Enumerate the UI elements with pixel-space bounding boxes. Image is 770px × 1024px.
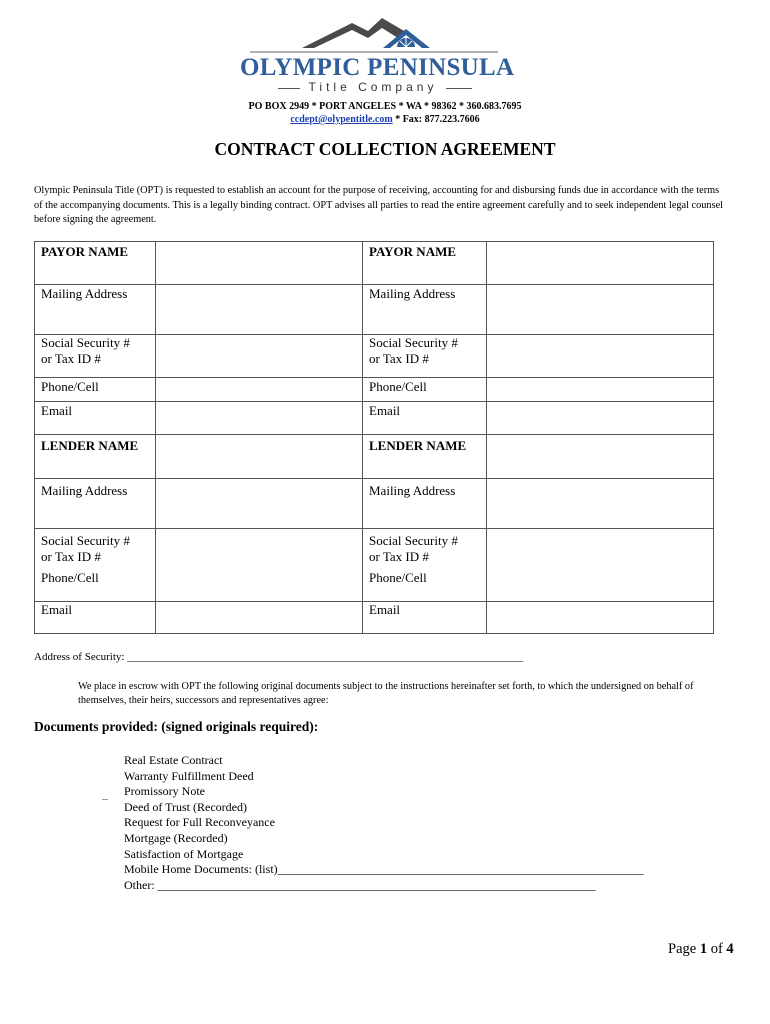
- company-address: PO BOX 2949 * PORT ANGELES * WA * 98362 * 360.683.7695: [248, 101, 522, 112]
- payor1-ssn-label: Social Security # or Tax ID #: [41, 335, 130, 366]
- document-item: Real Estate Contract: [124, 753, 223, 767]
- documents-heading: Documents provided: (signed originals required):: [34, 719, 319, 734]
- payor1-mailing-input[interactable]: [155, 284, 363, 335]
- document-item-other[interactable]: Other: _________________________________________________________________________: [124, 877, 596, 892]
- payor2-email-label-cell: [362, 401, 487, 435]
- company-logo: [240, 16, 515, 96]
- payor2-email-label: Email: [369, 403, 401, 418]
- lender1-name-label: LENDER NAME: [41, 438, 139, 453]
- payor2-name-input[interactable]: [486, 241, 714, 285]
- payor2-mailing-input[interactable]: [486, 284, 714, 335]
- payor1-mailing-label-cell: [34, 284, 156, 335]
- lender2-mailing-label: Mailing Address: [369, 483, 456, 498]
- lender1-name-label-cell: [34, 434, 156, 479]
- payor2-name-label: PAYOR NAME: [369, 244, 457, 259]
- payor1-phone-label: Phone/Cell: [41, 379, 99, 394]
- lender1-name-input[interactable]: [155, 434, 363, 479]
- of-word: of: [707, 941, 727, 957]
- lender1-mailing-input[interactable]: [155, 478, 363, 529]
- payor2-phone-input[interactable]: [486, 377, 714, 402]
- payor1-ssn-label-cell: [34, 334, 156, 378]
- lender2-name-input[interactable]: [486, 434, 714, 479]
- payor2-phone-label: Phone/Cell: [369, 379, 427, 394]
- payor2-phone-label-cell: [362, 377, 487, 402]
- payor1-email-input[interactable]: [155, 401, 363, 435]
- payor1-email-label-cell: [34, 401, 156, 435]
- document-item: Satisfaction of Mortgage: [124, 846, 244, 861]
- page-total: 4: [726, 941, 734, 957]
- documents-list: [124, 753, 644, 893]
- lender1-mailing-label: Mailing Address: [41, 483, 128, 498]
- lender2-name-label-cell: [362, 434, 487, 479]
- payor2-mailing-label-cell: [362, 284, 487, 335]
- lender1-email-label: Email: [41, 602, 73, 617]
- lender2-ssn-phone-input[interactable]: [486, 528, 714, 602]
- lender2-phone-label: Phone/Cell: [369, 570, 427, 585]
- mountain-house-icon: [240, 16, 510, 56]
- lender1-ssn-phone-label-cell: [34, 528, 156, 602]
- payor1-name-label: PAYOR NAME: [41, 244, 129, 259]
- logo-company-name: OLYMPIC PENINSULA: [240, 54, 515, 81]
- document-item-mobile-home[interactable]: Mobile Home Documents: (list)_____________________________________________________________: [124, 862, 644, 877]
- payor2-ssn-label: Social Security # or Tax ID #: [369, 335, 458, 366]
- lender2-name-label: LENDER NAME: [369, 438, 467, 453]
- payor1-ssn-input[interactable]: [155, 334, 363, 378]
- page-current: 1: [699, 941, 708, 957]
- page-title: CONTRACT COLLECTION AGREEMENT: [214, 139, 556, 159]
- document-item: Promissory Note: [124, 784, 205, 799]
- document-item: Mortgage (Recorded): [124, 830, 228, 845]
- contact-line: [0, 114, 770, 125]
- lender1-email-input[interactable]: [155, 601, 363, 634]
- lender2-mailing-label-cell: [362, 478, 487, 529]
- lender2-ssn-label: Social Security # or Tax ID #: [369, 533, 458, 564]
- payor2-mailing-label: Mailing Address: [369, 286, 456, 301]
- intro-paragraph: Olympic Peninsula Title (OPT) is requested to establish an account for the purpose of receiving, accounting for and disbursing funds due in accordance with the terms of the accompanying documents. This is a legally binding contract. OPT advises all parties to read the entire agreement carefully and to seek independent legal counsel before signing the agreement.: [34, 185, 724, 225]
- payor1-mailing-label: Mailing Address: [41, 286, 128, 301]
- lender1-phone-label: Phone/Cell: [41, 570, 99, 585]
- logo-rule-left: [278, 88, 300, 89]
- escrow-statement: We place in escrow with OPT the following original documents subject to the instructions hereinafter set forth, to which the undersigned on behalf of themselves, their heirs, successors and representatives agree:: [78, 681, 694, 706]
- logo-rule-right: [446, 88, 472, 89]
- email-link[interactable]: ccdept@olypentitle.com: [290, 114, 393, 125]
- payor1-phone-input[interactable]: [155, 377, 363, 402]
- payor2-name-label-cell: [362, 241, 487, 285]
- payor1-name-input[interactable]: [155, 241, 363, 285]
- payor1-name-label-cell: [34, 241, 156, 285]
- margin-mark: [102, 799, 108, 800]
- lender2-mailing-input[interactable]: [486, 478, 714, 529]
- lender1-email-label-cell: [34, 601, 156, 634]
- fax-number: * Fax: 877.223.7606: [392, 114, 480, 125]
- document-item: Deed of Trust (Recorded): [124, 799, 247, 814]
- payor1-phone-label-cell: [34, 377, 156, 402]
- payor1-email-label: Email: [41, 403, 73, 418]
- page-number: [668, 941, 734, 958]
- lender1-ssn-label: Social Security # or Tax ID #: [41, 533, 130, 564]
- party-info-form: [34, 241, 714, 634]
- document-item: Warranty Fulfillment Deed: [124, 768, 254, 783]
- payor2-ssn-label-cell: [362, 334, 487, 378]
- page-word: Page: [668, 941, 700, 957]
- lender2-email-input[interactable]: [486, 601, 714, 634]
- logo-subtitle: Title Company: [308, 80, 438, 94]
- lender2-email-label-cell: [362, 601, 487, 634]
- lender2-ssn-phone-label-cell: [362, 528, 487, 602]
- payor2-ssn-input[interactable]: [486, 334, 714, 378]
- payor2-email-input[interactable]: [486, 401, 714, 435]
- address-of-security-field[interactable]: Address of Security: ________________________________________________________________________: [34, 651, 524, 663]
- lender1-mailing-label-cell: [34, 478, 156, 529]
- document-item: Request for Full Reconveyance: [124, 815, 275, 830]
- lender1-ssn-phone-input[interactable]: [155, 528, 363, 602]
- lender2-email-label: Email: [369, 602, 401, 617]
